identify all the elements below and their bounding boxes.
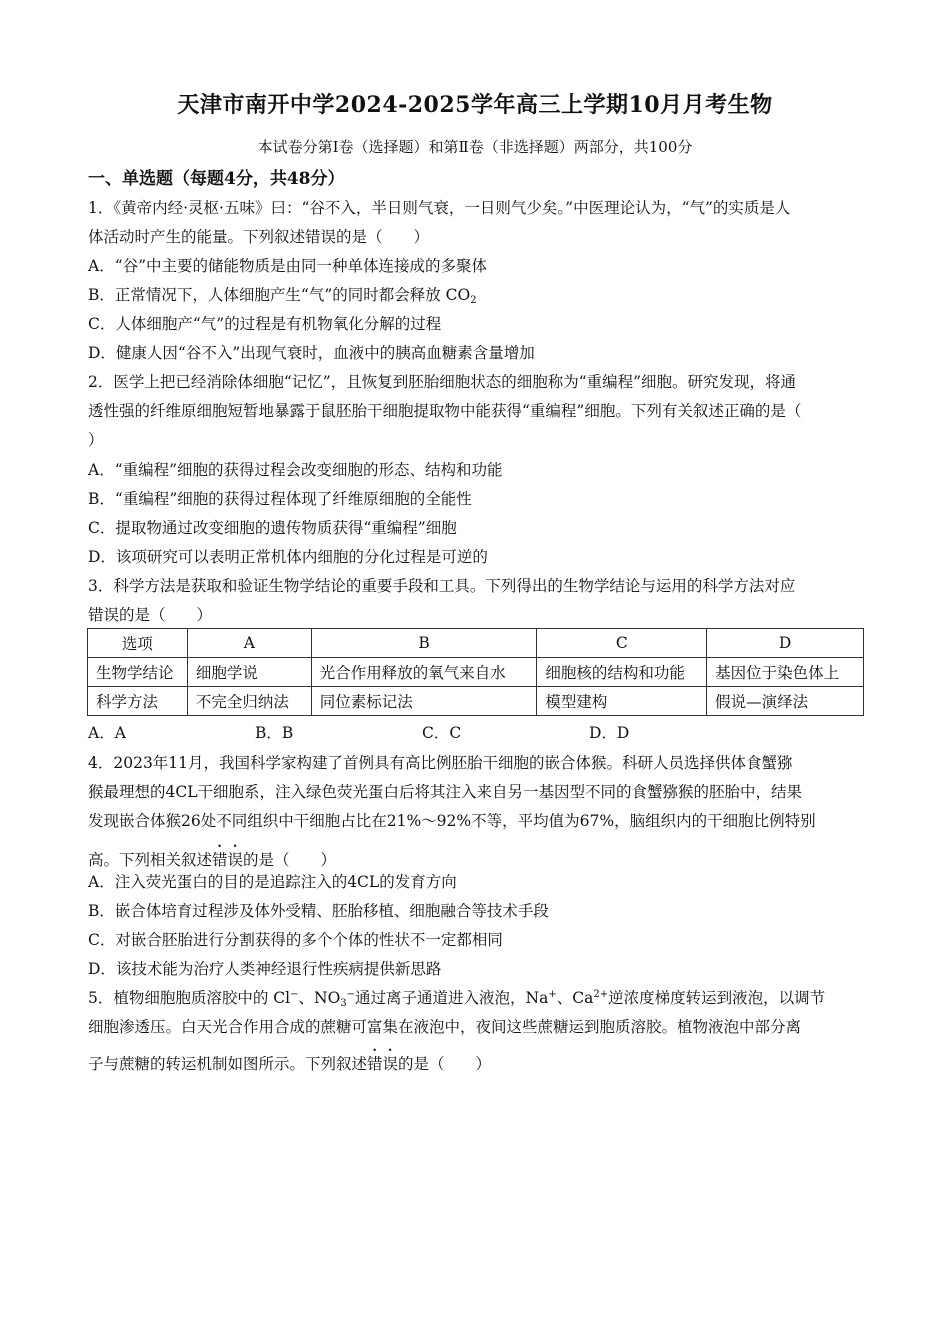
table-cell: 细胞学说 (187, 658, 311, 687)
table-cell: C (537, 629, 707, 658)
superscript: 2+ (593, 989, 609, 1000)
stem-text: 高。下列相关叙述 (88, 851, 213, 869)
question-3-answer-c: C．C (422, 724, 462, 742)
question-2-option-d: D．该项研究可以表明正常机体内细胞的分化过程是可逆的 (88, 548, 488, 566)
question-4-stem-line-1: 4．2023年11月，我国科学家构建了首例具有高比例胚胎干细胞的嵌合体猴。科研人员选择供体食蟹猕 (88, 754, 793, 772)
table-cell: 假说—演绎法 (707, 687, 864, 716)
subscript: 3 (340, 998, 347, 1009)
question-2-option-b: B．“重编程”细胞的获得过程体现了纤维原细胞的全能性 (88, 490, 472, 508)
table-cell: 模型建构 (537, 687, 707, 716)
stem-text: 通过离子通道进入液泡，Na (355, 989, 549, 1007)
question-4-option-c: C．对嵌合胚胎进行分割获得的多个个体的性状不一定都相同 (88, 931, 503, 949)
table-cell: 光合作用释放的氧气来自水 (311, 658, 537, 687)
question-1-option-c: C．人体细胞产“气”的过程是有机物氧化分解的过程 (88, 315, 442, 333)
superscript: − (290, 989, 299, 1000)
page-title: 天津市南开中学2024-2025学年高三上学期10月月考生物 (177, 92, 773, 118)
question-5-stem-line-2: 细胞渗透压。白天光合作用合成的蔗糖可富集在液泡中，夜间这些蔗糖运到胞质溶胶。植物液泡中部分离 (88, 1018, 802, 1036)
question-2-stem-line-1: 2．医学上把已经消除体细胞“记忆”，且恢复到胚胎细胞状态的细胞称为“重编程”细胞。研究发现，将通 (88, 373, 797, 391)
question-4-option-b: B．嵌合体培育过程涉及体外受精、胚胎移植、细胞融合等技术手段 (88, 902, 549, 920)
question-3-answer-d: D．D (589, 724, 630, 742)
question-2-option-a: A．“重编程”细胞的获得过程会改变细胞的形态、结构和功能 (88, 461, 503, 479)
superscript: − (346, 989, 356, 1000)
table-cell: 基因位于染色体上 (707, 658, 864, 687)
stem-text: 、Ca (556, 989, 594, 1007)
emphasized-text: 错误 (367, 1055, 399, 1073)
emphasized-text: 错误 (212, 851, 244, 869)
options-table (87, 628, 864, 716)
stem-text: 逆浓度梯度转运到液泡，以调节 (608, 989, 826, 1007)
table-cell: 细胞核的结构和功能 (537, 658, 707, 687)
stem-text: 5．植物细胞胞质溶胶中的 Cl (88, 989, 291, 1007)
subscript: 2 (470, 295, 477, 306)
table-header-row (88, 629, 864, 658)
question-4-option-d: D．该技术能为治疗人类神经退行性疾病提供新思路 (88, 960, 442, 978)
question-1-option-b (88, 283, 477, 306)
question-2-option-c: C．提取物通过改变细胞的遗传物质获得“重编程”细胞 (88, 519, 457, 537)
question-4-option-a: A．注入荧光蛋白的目的是追踪注入的4CL的发育方向 (88, 873, 457, 891)
page-subtitle: 本试卷分第Ⅰ卷（选择题）和第Ⅱ卷（非选择题）两部分，共100分 (257, 138, 693, 156)
table-cell: 选项 (88, 629, 188, 658)
question-4-stem-line-3: 发现嵌合体猴26处不同组织中干细胞占比在21%～92%不等，平均值为67%，脑组织内的干细胞比例特别 (88, 812, 816, 830)
question-4-stem-line-4 (88, 842, 336, 870)
stem-text: 的是（ ） (243, 851, 337, 869)
superscript: + (548, 989, 557, 1000)
question-4-stem-line-2: 猴最理想的4CL干细胞系，注入绿色荧光蛋白后将其注入来自另一基因型不同的食蟹猕猴的胚胎中，结果 (88, 783, 803, 801)
question-3-stem-line-1: 3．科学方法是获取和验证生物学结论的重要手段和工具。下列得出的生物学结论与运用的科学方法对应 (88, 577, 796, 595)
question-1-option-d: D．健康人因“谷不入”出现气衰时，血液中的胰高血糖素含量增加 (88, 344, 535, 362)
question-5-stem-line-3 (88, 1046, 491, 1074)
stem-text: 子与蔗糖的转运机制如图所示。下列叙述 (88, 1055, 368, 1073)
table-cell: D (707, 629, 864, 658)
stem-text: 、NO (298, 989, 341, 1007)
option-text: B．正常情况下，人体细胞产生“气”的同时都会释放 CO (88, 286, 471, 304)
section-heading: 一、单选题（每题4分，共48分） (88, 169, 345, 189)
question-5-stem-line-1 (88, 986, 825, 1009)
question-3-stem-line-2: 错误的是（ ） (88, 606, 213, 624)
question-3-answer-a: A．A (88, 724, 126, 742)
table-row (88, 658, 864, 687)
table-row (88, 687, 864, 716)
question-2-stem-line-2: 透性强的纤维原细胞短暂地暴露于鼠胚胎干细胞提取物中能获得“重编程”细胞。下列有关叙述正确的是（ (88, 402, 802, 420)
question-1-option-a: A．“谷”中主要的储能物质是由同一种单体连接成的多聚体 (88, 257, 488, 275)
table-cell: B (311, 629, 537, 658)
question-1-stem-line-2: 体活动时产生的能量。下列叙述错误的是（ ） (88, 228, 430, 246)
table-cell: 生物学结论 (88, 658, 188, 687)
stem-text: 的是（ ） (398, 1055, 492, 1073)
question-2-stem-line-3: ） (88, 431, 104, 449)
question-3-answer-b: B．B (255, 724, 294, 742)
table-cell: 科学方法 (88, 687, 188, 716)
table-cell: 不完全归纳法 (187, 687, 311, 716)
question-1-stem-line-1: 1．《黄帝内经·灵枢·五味》曰：“谷不入，半日则气衰，一日则气少矣。”中医理论认为，“气”的实质是人 (88, 199, 791, 217)
table-cell: 同位素标记法 (311, 687, 537, 716)
table-cell: A (187, 629, 311, 658)
